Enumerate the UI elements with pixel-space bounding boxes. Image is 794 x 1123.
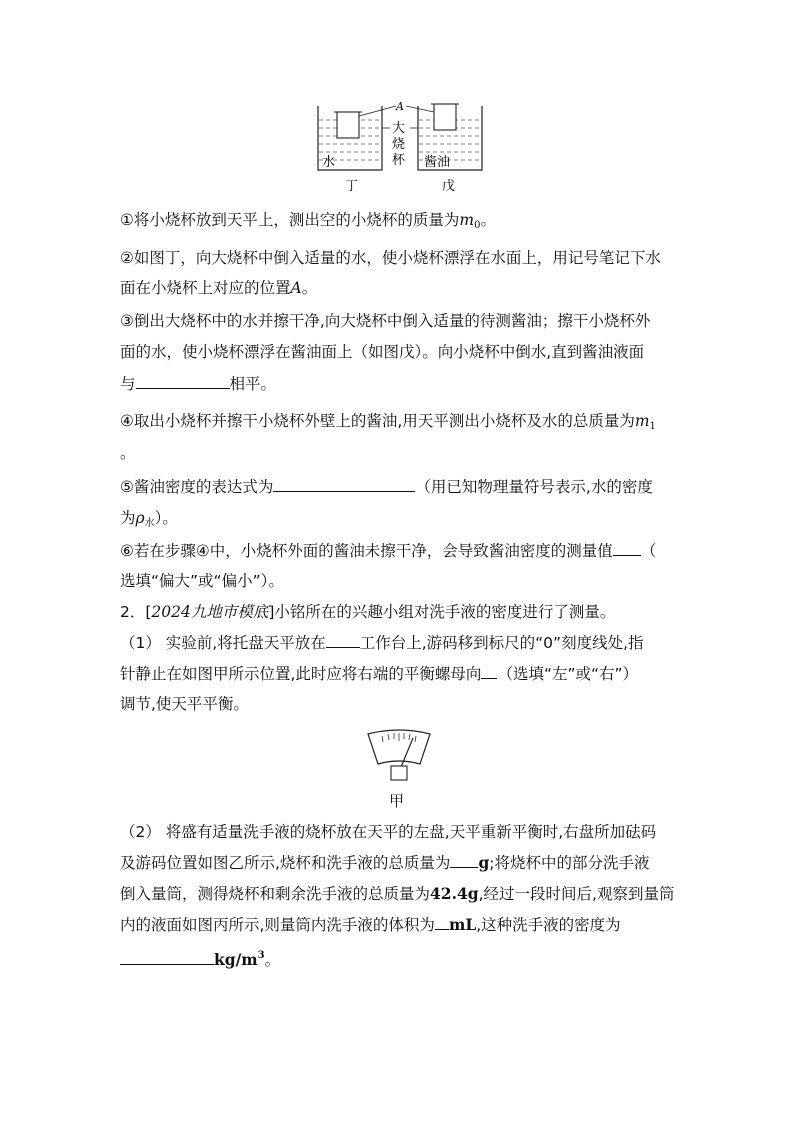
step-2-line-1: ②如图丁，向大烧杯中倒入适量的水，使小烧杯漂浮在水面上，用记号笔记下水 <box>120 249 661 267</box>
label-big-3: 杯 <box>392 153 406 168</box>
label-A: A <box>396 100 404 113</box>
answer-blank[interactable] <box>435 915 449 930</box>
answer-blank[interactable] <box>273 477 415 492</box>
question-2-header: 2．[2024九地市模底]小铭所在的兴趣小组对洗手液的密度进行了测量。 <box>120 603 616 621</box>
answer-blank[interactable] <box>326 633 360 648</box>
label-big-1: 大 <box>392 121 406 136</box>
figure-caption-jia: 甲 <box>389 792 405 810</box>
q2-part2-line-1: （2） 将盛有适量洗手液的烧杯放在天平的左盘,天平重新平衡时,右盘所加砝码 <box>120 823 657 841</box>
label-big-2: 烧 <box>392 137 406 152</box>
step-3-line-1: ③倒出大烧杯中的水并擦干净,向大烧杯中倒入适量的待测酱油；擦干小烧杯外 <box>120 312 651 330</box>
q2-part1-line-3: 调节,使天平平衡。 <box>120 695 249 713</box>
q2-part2-line-2: 及游码位置如图乙所示,烧杯和洗手液的总质量为 g;将烧杯中的部分洗手液 <box>120 853 650 872</box>
answer-blank[interactable] <box>120 950 214 965</box>
step-5-line-1: ⑤酱油密度的表达式为 （用已知物理量符号表示,水的密度 <box>120 478 653 496</box>
step-6-line-1: ⑥若在步骤④中，小烧杯外面的酱油未擦干净，会导致酱油密度的测量值 （ <box>120 542 657 560</box>
step-2-line-2: 面在小烧杯上对应的位置A。 <box>120 279 318 297</box>
answer-blank[interactable] <box>481 664 497 679</box>
step-5-line-2: 为$\rho_水$）。 <box>120 509 178 529</box>
step-1: ①将小烧杯放到天平上，测出空的小烧杯的质量为$m_0$。 <box>120 211 496 231</box>
caption-wu: 戊 <box>442 179 456 194</box>
var-m0: $m_0$ <box>459 211 481 231</box>
q2-part2-line-5: $kg/m^3$。 <box>120 946 280 970</box>
label-water: 水 <box>322 155 336 170</box>
caption-ding: 丁 <box>345 179 359 194</box>
step-3-line-3: 与 相平。 <box>120 375 277 393</box>
answer-blank[interactable] <box>136 374 230 389</box>
step-4-line-1: ④取出小烧杯并擦干小烧杯外壁上的酱油,用天平测出小烧杯及水的总质量为$m_1$ <box>120 412 656 432</box>
step-3-line-2: 面的水，使小烧杯漂浮在酱油面上（如图戊）。向小烧杯中倒水,直到酱油液面 <box>120 343 645 361</box>
var-m1: $m_1$ <box>634 412 656 432</box>
q2-part1-line-1: （1） 实验前,将托盘天平放在 工作台上,游码移到标尺的“0”刻度线处,指 <box>120 634 644 652</box>
q2-part1-line-2: 针静止在如图甲所示位置,此时应将右端的平衡螺母向 （选填“左”或“右”） <box>120 665 639 683</box>
var-rho-water: $\rho_水$ <box>135 509 155 529</box>
q2-part2-line-3: 倒入量筒，测得烧杯和剩余洗手液的总质量为42.4g,经过一段时间后,观察到量筒 <box>120 884 675 903</box>
step-4-line-2: 。 <box>120 444 136 462</box>
measured-mass: 42.4g <box>430 884 479 903</box>
label-soy: 酱油 <box>424 155 451 170</box>
answer-blank[interactable] <box>450 853 478 868</box>
step-6-line-2: 选填“偏大”或“偏小”）。 <box>120 572 284 590</box>
answer-blank[interactable] <box>613 541 641 556</box>
question-source: 2024九地市模底 <box>151 603 269 621</box>
beaker-figure <box>312 98 492 196</box>
var-A: A <box>290 279 302 297</box>
q2-part2-line-4: 内的液面如图丙所示,则量筒内洗手液的体积为 mL,这种洗手液的密度为 <box>120 915 621 934</box>
balance-pointer-figure <box>364 728 434 784</box>
